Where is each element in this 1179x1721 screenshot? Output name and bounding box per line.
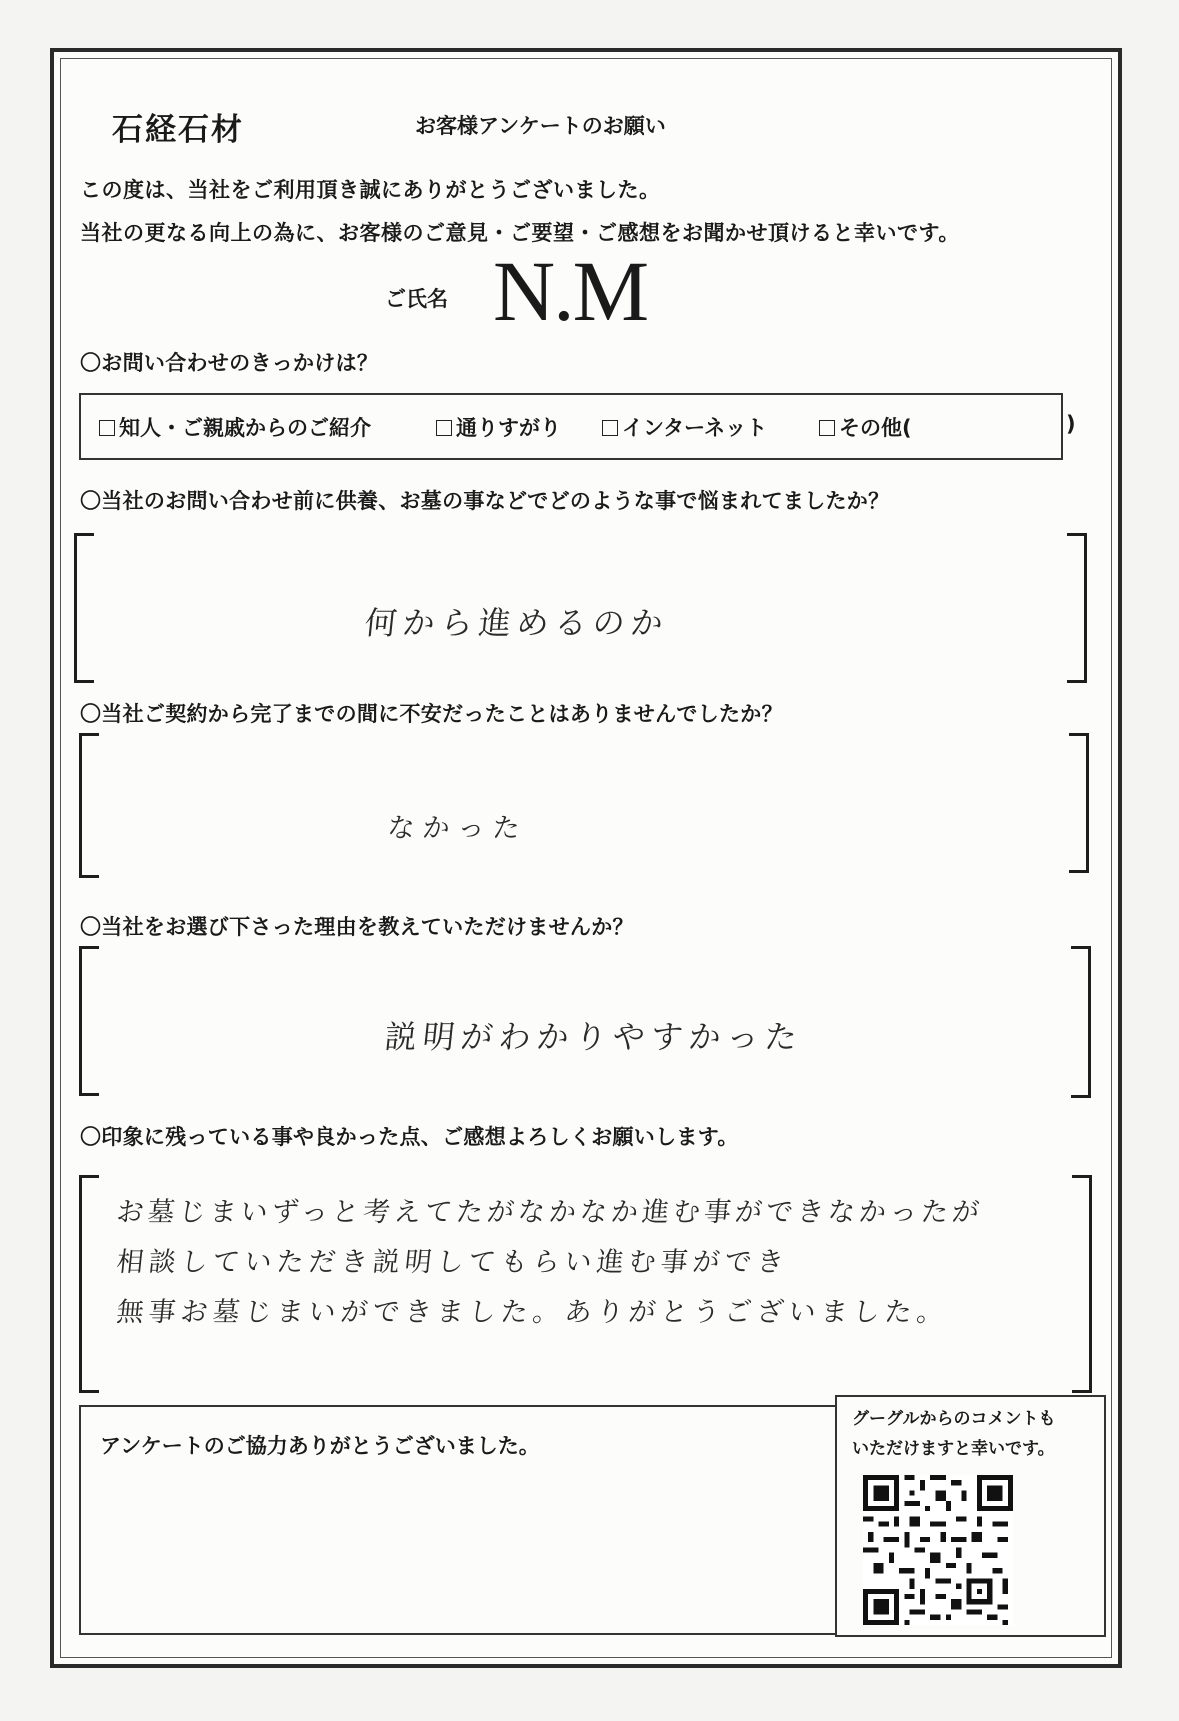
- answer-5-line-2: 相談していただき説明してもらい進む事ができ: [115, 1247, 791, 1278]
- answer-2: 何から進めるのか: [362, 604, 671, 642]
- intro-line-2: 当社の更なる向上の為に、お客様のご意見・ご要望・ご感想をお聞かせ頂けると幸いです。: [80, 221, 960, 245]
- survey-title: お客様アンケートのお願い: [415, 114, 666, 138]
- qr-code-icon[interactable]: [863, 1475, 1013, 1625]
- name-label: ご氏名: [385, 287, 448, 311]
- answer-bracket-left: [79, 733, 99, 878]
- option-other[interactable]: その他(: [819, 412, 912, 442]
- answer-bracket-right: [1071, 946, 1091, 1098]
- name-value: N.M: [493, 243, 648, 339]
- answer-bracket-right: [1072, 1175, 1092, 1393]
- answer-bracket-left: [74, 533, 94, 683]
- option-passing-by[interactable]: 通りすがり: [436, 412, 561, 442]
- intro-line-1: この度は、当社をご利用頂き誠にありがとうございました。: [80, 178, 661, 202]
- checkbox-icon[interactable]: [819, 420, 835, 436]
- question-5: 〇印象に残っている事や良かった点、ご感想よろしくお願いします。: [80, 1125, 739, 1149]
- checkbox-icon[interactable]: [602, 420, 618, 436]
- thanks-message: アンケートのご協力ありがとうございました。: [100, 1434, 540, 1458]
- answer-bracket-right: [1069, 733, 1089, 873]
- qr-caption-line-2: いただけますと幸いです。: [852, 1439, 1055, 1459]
- company-name: 石経石材: [112, 112, 244, 148]
- qr-caption-line-1: グーグルからのコメントも: [852, 1409, 1056, 1429]
- question-3: 〇当社ご契約から完了までの間に不安だったことはありませんでしたか？: [80, 702, 783, 726]
- option-internet[interactable]: インターネット: [602, 412, 767, 442]
- answer-bracket-left: [79, 1175, 99, 1393]
- option-other-close: ): [1066, 412, 1076, 436]
- answer-4: 説明がわかりやすかった: [382, 1018, 805, 1056]
- answer-5-line-1: お墓じまいずっと考えてたがなかなか進む事ができなかったが: [115, 1197, 985, 1228]
- answer-3: なかった: [386, 813, 530, 844]
- option-referral[interactable]: 知人・ご親戚からのご紹介: [99, 412, 371, 442]
- answer-bracket-left: [79, 946, 99, 1096]
- answer-bracket-right: [1067, 533, 1087, 683]
- question-2: 〇当社のお問い合わせ前に供養、お墓の事などでどのような事で悩まれてましたか？: [80, 489, 890, 513]
- answer-5-line-3: 無事お墓じまいができました。ありがとうございました。: [115, 1297, 951, 1328]
- question-1: 〇お問い合わせのきっかけは？: [80, 351, 379, 375]
- checkbox-icon[interactable]: [99, 420, 115, 436]
- checkbox-icon[interactable]: [436, 420, 452, 436]
- options-box: [79, 393, 1076, 460]
- question-4: 〇当社をお選び下さった理由を教えていただけませんか？: [80, 915, 634, 939]
